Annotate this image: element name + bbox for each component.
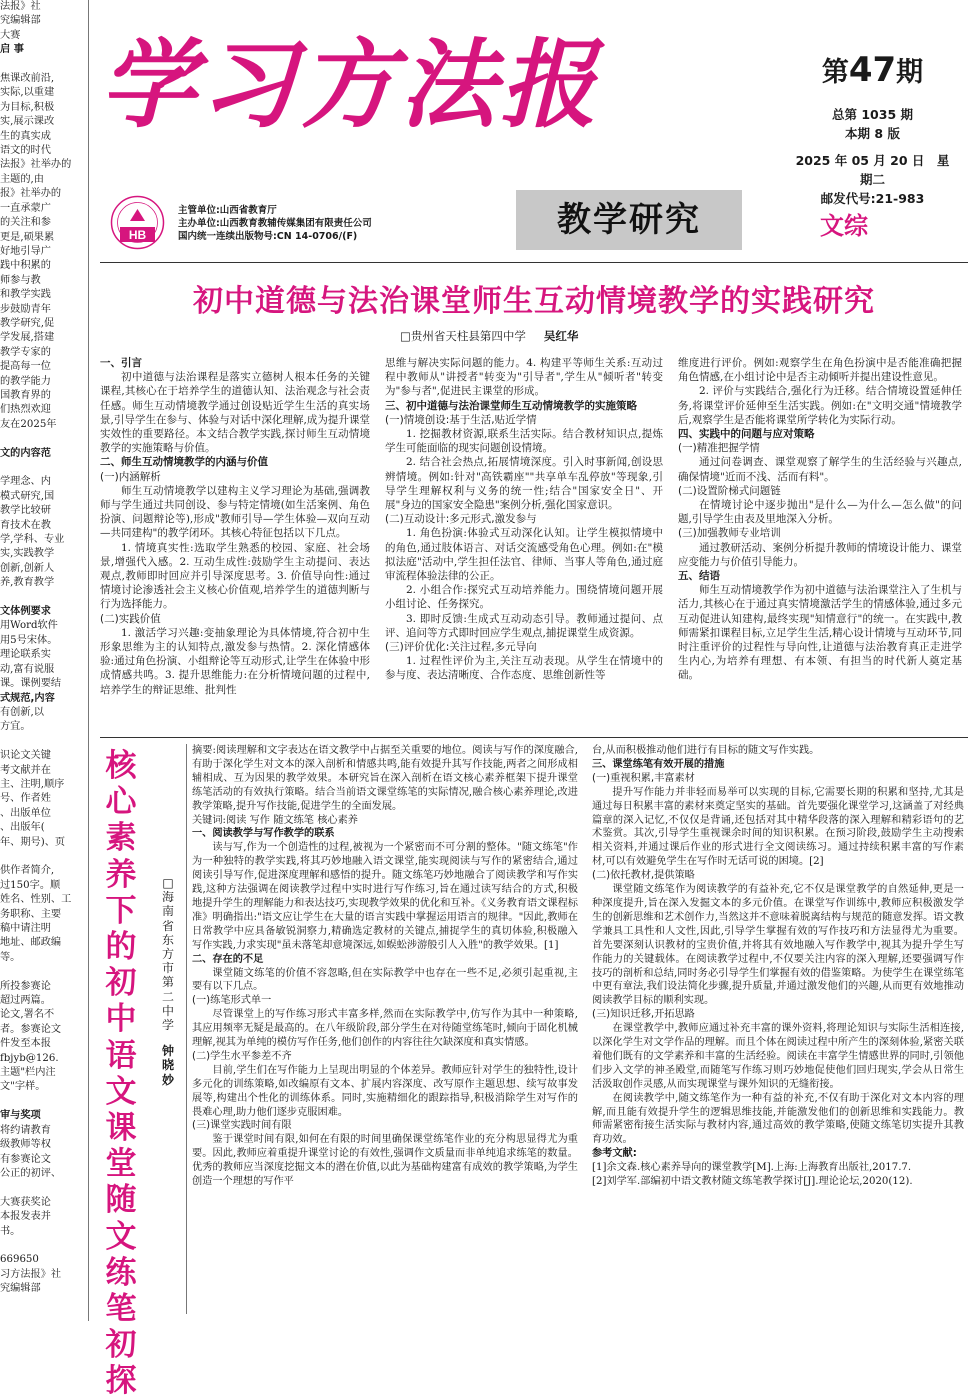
strip-line: 提高每一位 — [0, 361, 51, 373]
paragraph: 1. 过程性评价为主,关注互动表现。从学生在情境中的参与度、表达清晰度、合作态度、思维创新性等 — [385, 655, 663, 682]
paragraph: 2. 评价与实践结合,强化行为迁移。结合情境设置延伸任务,将课堂评价延伸至生活实践。例如:在"文明交通"情境教学后,观察学生是否能将课堂所学转化为实际行动。 — [678, 385, 962, 426]
middle-rule — [100, 737, 968, 738]
strip-line: 用Word软件 — [0, 620, 58, 632]
strip-line: 主题"栏内注 — [0, 1067, 56, 1079]
strip-line: 超过两篇。 — [0, 995, 51, 1007]
strip-line — [0, 591, 86, 605]
article2-title-vertical: 核 心 素 养 下 的 初 中 语 文 课 堂 随 文 练 笔 初 探 — [105, 748, 137, 1400]
paragraph: 1. 情境真实性:选取学生熟悉的校园、家庭、社会场景,增强代入感。2. 互动生成性:鼓励学生主动提问、表达观点,教师即时回应并引导深度思考。3. 价值导向性:通过情境讨论渗透社会主义核心价值观,培养学生的道德判断与行为选择能力。 — [100, 541, 370, 611]
strip-line: 669650 — [0, 1254, 39, 1266]
article1-author-unit: □贵州省天柱县第四中学 — [400, 329, 526, 343]
left-strip-divider — [88, 0, 89, 1321]
strip-line: 法报》社 — [0, 1, 41, 12]
strip-line: 、出版年( — [0, 822, 45, 834]
subsection-heading: (一)练笔形式单一 — [192, 995, 272, 1007]
article2-side-divider — [186, 744, 187, 1314]
strip-line: 养,教育教学 — [0, 577, 55, 589]
newspaper-title: 学习方法报 — [100, 28, 600, 141]
strip-line: 和教学实践 — [0, 289, 51, 301]
strip-line: fbjyb@126. — [0, 1052, 59, 1064]
strip-line: 一直承蒙广 — [0, 202, 51, 214]
strip-line: 论文,署名不 — [0, 1009, 55, 1021]
paragraph: 尽管课堂上的写作练习形式丰富多样,然而在实际教学中,仿写作为其中一种策略,其应用频率无疑是最高的。在八年级阶段,部分学生在对待随堂练笔时,倾向于固化机械理解,视其为单纯的模仿写作任务,他们创作的内容往往欠缺深度和真实情感。 — [192, 1009, 578, 1049]
subsection-heading: (一)情境创设:基于生活,贴近学情 — [385, 413, 537, 426]
issue-number-value: 47 — [848, 50, 897, 90]
strip-line: 等。 — [0, 951, 21, 963]
strip-line: 语文的时代 — [0, 145, 51, 157]
section-heading: 二、存在的不足 — [192, 953, 264, 965]
issue-info — [790, 52, 955, 208]
subsection-heading: (三)评价优化:关注过程,多元导向 — [385, 641, 537, 654]
paragraph: 1. 角色扮演:体验式互动深化认知。让学生模拟情境中的角色,通过肢体语言、对话交流感受角色心理。例如:在"模拟法庭"活动中,学生担任法官、律师、当事人等角色,通过庭审流程体验法律的公正。 — [385, 527, 663, 583]
paragraph: 师生互动情境教学作为初中道德与法治课堂注入了生机与活力,其核心在于通过真实情境激活学生的情感体验,通过多元互动促进认知建构,最终实现"知情意行"的统一。在实践中,教师需紧扣课程目标,立足学生生活,精心设计情境与互动环节,同时注重评价的过程性与导向性,让道德与法治教育真正走进学生内心,为培养有理想、有本领、有担当的时代新人奠定基础。 — [678, 584, 962, 682]
strip-line: 件发至本报 — [0, 1038, 51, 1050]
strip-line: 学,学科、专业 — [0, 534, 65, 546]
top-rule — [100, 262, 968, 263]
article2-author-name: 钟 晓 妙 — [161, 1044, 174, 1087]
article2-byline-vertical — [158, 876, 178, 1087]
strip-line: 创新,创新人 — [0, 562, 55, 574]
strip-line: 教学研究,促 — [0, 317, 55, 329]
article1-author-name: 吴红华 — [543, 329, 579, 343]
page-count: 本期 8 版 — [845, 126, 900, 141]
strip-line: 文体例要求 — [0, 606, 51, 618]
paragraph: 提升写作能力并非轻而易举可以实现的目标,它需要长期的积累和坚持,尤其是通过每日积累丰富的素材来奠定坚实的基础。首先要强化课堂学习,这涵盖了对经典篇章的深入记忆,不仅仅是背诵,还包括对其中精华段落的深入理解和精彩语句的艺术鉴赏。其次,引导学生重视课余时间的知识积累。在预习阶段,鼓励学生主动搜索相关资料,并通过课后作业的形式进行全文阅读练习。通过持续积累丰富的写作素材,可以有效避免学生在写作时无话可说的困境。[2] — [592, 786, 964, 868]
strip-line: 过150字。顺 — [0, 879, 61, 891]
paragraph: 课堂随文练笔的价值不容忽略,但在实际教学中也存在一些不足,必须引起重视,主要有以下几点。 — [192, 967, 578, 993]
strip-line: 模式研究,国 — [0, 490, 55, 502]
strip-line: 实际,以重建 — [0, 87, 55, 99]
strip-line: 法报》社举办的 — [0, 159, 72, 171]
strip-line — [0, 58, 86, 72]
strip-line — [0, 735, 86, 749]
organizer-line: 主办单位:山西教育教辅传媒集团有限责任公司 — [178, 218, 372, 229]
strip-line: 用5号宋体。 — [0, 634, 58, 646]
serial-number-line: 国内统一连续出版物号:CN 14-0706/(F) — [178, 231, 358, 242]
adjacent-article-strip — [0, 0, 86, 1321]
strip-line: 主题的,由 — [0, 173, 44, 185]
article2-author-unit: □ 海 南 省 东 方 市 第 二 中 学 — [161, 876, 174, 1033]
paragraph: 在情境讨论中逐步抛出"是什么—为什么—怎么做"的问题,引导学生由表及里地深入分析。 — [678, 499, 962, 526]
issue-date: 2025 年 05 月 20 日 星期二 — [795, 153, 950, 187]
strip-line: 主、注明,顺序 — [0, 778, 65, 790]
strip-line: 理论联系实 — [0, 649, 51, 661]
strip-line: 审与奖项 — [0, 1110, 41, 1122]
strip-line: 友在2025年 — [0, 418, 57, 430]
strip-line — [0, 1239, 86, 1253]
strip-line: 课。课例要结 — [0, 678, 62, 690]
strip-line: 务职称、主要 — [0, 908, 62, 920]
paragraph: 鉴于课堂时间有限,如何在有限的时间里确保课堂练笔作业的充分构思显得尤为重要。因此,教师应着重提升课堂讨论的有效性,强调作文质量而非单纯追求练笔的数量。优秀的教师应当深度挖掘文本的潜在价值,以此为基础构建富有成效的教学策略,为学生创造一个理想的写作平 — [192, 1134, 578, 1188]
strip-line — [0, 965, 86, 979]
strip-line: 年、期号)、页 — [0, 836, 66, 848]
section-heading: 三、课堂练笔有效开展的措施 — [592, 758, 725, 770]
strip-line: 的关注和参 — [0, 217, 51, 229]
paragraph: 在课堂教学中,教师应通过补充丰富的课外资料,将理论知识与实际生活相连接,以深化学生对文学作品的理解。而且个体在阅读过程中所产生的深刻体验,紧密关联着他们既有的文学素养和丰富的生活经验。阅读在丰富学生情感世界的同时,引领他们步入文学的神圣殿堂,而随笔写作练习则巧妙地促使他们回归现实,学会从日常生活汲取创作灵感,从而实现课堂与课外知识的无缝衔接。 — [592, 1023, 964, 1090]
strip-line: 有参赛论文 — [0, 1153, 51, 1165]
reference-item: [2]刘学军.部编初中语文教材随文练笔教学探讨[J].理论论坛,2020(12). — [592, 1176, 913, 1188]
paragraph: 1. 挖掘教材资源,联系生活实际。结合教材知识点,提炼学生可能面临的现实问题创设情境。 — [385, 428, 663, 455]
paragraph: 2. 小组合作:探究式互动培养能力。围绕情境问题开展小组讨论、任务探究。 — [385, 584, 663, 611]
paragraph: 初中道德与法治课程是落实立德树人根本任务的关键课程,其核心在于培养学生的道德认知、法治观念与社会责任感。师生互动情境教学通过创设贴近学生生活的真实场景,引导学生在参与、体验与对话中深化理解,成为提升课堂实效性的重要路径。本文结合教学实践,探讨师生互动情境教学的实施策略与价值。 — [100, 371, 370, 455]
strip-line: 育技术在教 — [0, 519, 51, 531]
subsection-heading: (三)加强教师专业培训 — [678, 527, 781, 540]
strip-line: 践中积累的 — [0, 260, 51, 272]
section-heading: 二、师生互动情境教学的内涵与价值 — [100, 456, 268, 469]
strip-line: 究编辑部 — [0, 15, 41, 27]
strip-line: 们热烈欢迎 — [0, 404, 51, 416]
strip-line: 师参与教 — [0, 274, 41, 286]
paragraph: 读与写,作为一个创造性的过程,被视为一个紧密而不可分割的整体。"随文练笔"作为一种独特的教学实践,将其巧妙地融入语文课堂,能实现阅读与写作的紧密结合,通过阅读引导写作,促进深度理解和感悟的提升。随文练笔巧妙地融合了阅读教学和写作实践,这种方法强调在阅读教学过程中实时进行写作练习,旨在通过读写结合的方式,积极地提升学生的理解能力和表达技巧,实现教学效果的优化和互补。《义务教育语文课程标准》明确指出:"语文应让学生在大量的语言实践中掌握运用语言的规律。"因此,教师在日常教学中应具备敏锐洞察力,精确选定教材的关键点,捕捉学生的真切体验,积极融入写作实践,力求实现"虽未落笔却意境深远,如蜈蚣涉游般引人入胜"的教学效果。[1] — [192, 842, 578, 951]
strip-line — [0, 850, 86, 864]
issue-suffix: 期 — [896, 57, 924, 88]
paragraph: 通过教研活动、案例分析提升教师的情境设计能力、课堂应变能力与价值引导能力。 — [678, 541, 962, 568]
subsection-heading: (二)学生水平参差不齐 — [192, 1050, 292, 1062]
paragraph: 目前,学生们在写作能力上呈现出明显的个体差异。教师应针对学生的独特性,设计多元化的训练策略,如改编原有文本、扩展内容深度、改写原作主题思想、续写故事发展等,构建出个性化的训练体系。同时,实施精细化的跟踪指导,积极消除学生对写作的畏难心理,助力他们逐步克服困难。 — [192, 1064, 578, 1118]
paragraph: 摘要:阅读理解和文字表达在语文教学中占据至关重要的地位。阅读与写作的深度融合,有助于深化学生对文本的深入剖析和情感共鸣,能有效提升其写作技能,两者之间形成相辅相成、互为因果的教学效果。本研究旨在深入剖析在语文核心素养框架下提升课堂练笔活动的有效执行策略。结合当前语文课堂练笔的实际情况,融合核心素养理论,改进教学策略,提升写作技能,促进学生的全面发展。 — [192, 745, 578, 812]
strip-line: 供作者简介, — [0, 865, 55, 877]
article1-column-3 — [678, 356, 962, 732]
paragraph: 维度进行评价。例如:观察学生在角色扮演中是否能准确把握角色情感,在小组讨论中是否主动倾听并提出建设性意见。 — [678, 357, 962, 384]
strip-line: 教学比较研 — [0, 505, 51, 517]
strip-line: 者。参赛论文 — [0, 1023, 62, 1035]
strip-line: 地址、邮政编 — [0, 937, 62, 949]
strip-line: 报》社举办的 — [0, 188, 62, 200]
subsection-heading: (二)互动设计:多元形式,激发参与 — [385, 513, 537, 526]
strip-line: 实,展示课改 — [0, 116, 55, 128]
strip-line: 姓名、性别、工 — [0, 894, 72, 906]
strip-line: 学发展,搭建 — [0, 332, 55, 344]
paragraph: 关键词:阅读 写作 随文练笔 核心素养 — [192, 814, 358, 826]
section-heading: 五、结语 — [678, 570, 720, 583]
strip-line: 大赛 — [0, 29, 21, 41]
strip-line: 生的真实成 — [0, 130, 51, 142]
strip-line: 文"字样。 — [0, 1081, 46, 1093]
section-tag: 文综 — [820, 212, 868, 240]
strip-line: 本报发表并 — [0, 1211, 51, 1223]
paragraph: 1. 激活学习兴趣:变抽象理论为具体情境,符合初中生形象思维为主的认知特点,激发参与热情。2. 深化情感体验:通过角色扮演、小组辩论等互动形式,让学生在体验中形成情感共鸣。3. 提升思维能力:在分析情境问题的过程中,培养学生的辩证思维、批判性 — [100, 626, 370, 696]
section-heading: 一、阅读教学与写作教学的联系 — [192, 828, 335, 840]
strip-line: 稿中请注明 — [0, 923, 51, 934]
strip-line: 习方法报》社 — [0, 1268, 62, 1280]
section-heading: 三、初中道德与法治课堂师生互动情境教学的实施策略 — [385, 399, 637, 412]
paragraph: 师生互动情境教学以建构主义学习理论为基础,强调教师与学生通过共同创设、参与特定情境(如生活案例、角色扮演、问题辩论等),形成"教师引导—学生体验—双向互动—共同建构"的教学闭环。其核心特征包括以下几点。 — [100, 484, 370, 540]
strip-line: 为目标,积极 — [0, 101, 55, 113]
article2-column-2 — [592, 744, 964, 1316]
strip-line: 好地引导广 — [0, 245, 51, 257]
strip-line: 公正的初评、 — [0, 1167, 62, 1179]
issue-prefix: 第 — [821, 57, 849, 88]
strip-line: 动,富有说服 — [0, 663, 55, 675]
article1-title: 初中道德与法治课堂师生互动情境教学的实践研究 — [193, 284, 875, 319]
strip-line — [0, 1181, 86, 1195]
section-heading: 参考文献: — [592, 1148, 637, 1160]
paragraph: 课堂随文练笔作为阅读教学的有益补充,它不仅是课堂教学的自然延伸,更是一种深度提升,旨在深入发掘文本的多元价值。在课堂写作训练中,教师应积极激发学生的创新思维和艺术创作力,当然这并不意味着脱离结构与规范的随意发挥。语文教学兼具工具性和人文性,因此,引导学生掌握有效的写作技巧和方法显得尤为重要。首先要深刻认识教材的宝贵价值,并将其有效地融入写作教学中,视其为提升学生写作能力的关键载体。在阅读教学过程中,不仅要关注内容的深入理解,还要强调写作技巧的剖析和总结,同时务必引导学生们掌握有效的借鉴策略。为使学生在课堂练笔中更有章法,我们设法简化步骤,提升质量,并通过激发他们的兴趣,从而更有效地推动阅读教学目标的顺利实现。 — [592, 884, 964, 1007]
article1-column-2 — [385, 356, 663, 732]
section-heading: 四、实践中的问题与应对策略 — [678, 428, 815, 441]
paragraph: 通过问卷调查、课堂观察了解学生的生活经验与兴趣点,确保情境"近而不浅、活而有料"。 — [678, 456, 962, 483]
paragraph: 3. 即时反馈:生成式互动动态引导。教师通过提问、点评、追问等方式即时回应学生观点,捕捉课堂生成资源。 — [385, 612, 663, 639]
postal-code: 邮发代号:21-983 — [820, 191, 925, 206]
article1-byline — [400, 328, 578, 344]
strip-line: 教学专家的 — [0, 346, 51, 358]
supervisor-line: 主管单位:山西省教育厅 — [178, 205, 277, 216]
strip-line: 考文献并在 — [0, 764, 51, 776]
subsection-heading: (二)依托教材,提供策略 — [592, 870, 695, 882]
total-issue: 总第 1035 期 — [832, 107, 913, 122]
strip-line: 学理念、内 — [0, 476, 51, 488]
strip-line: 实,实践教学 — [0, 548, 55, 560]
strip-line: 方宜。 — [0, 721, 31, 733]
subsection-heading: (三)课堂实践时间有限 — [192, 1120, 292, 1132]
strip-line: 大赛获奖论 — [0, 1196, 51, 1208]
strip-line: 式规范,内容 — [0, 692, 55, 704]
strip-line — [0, 432, 86, 446]
paragraph: 2. 结合社会热点,拓展情境深度。引入时事新闻,创设思辨情境。例如:针对"高铁霸座""共享单车乱停放"等现象,引导学生理解权利与义务的统一性;结合"国家安全日"、开展"身边的国家安全隐患"案例分析,强化国家意识。 — [385, 456, 663, 512]
article1-column-1 — [100, 356, 370, 732]
strip-line: 更是,硕果累 — [0, 231, 55, 243]
strip-line: 文的内容范 — [0, 447, 51, 459]
strip-line: 号、作者姓 — [0, 793, 51, 805]
subsection-heading: (二)实践价值 — [100, 612, 161, 625]
subsection-heading: (一)内涵解析 — [100, 470, 161, 483]
strip-line: 有创新,以 — [0, 706, 44, 718]
paragraph: 台,从而积极推动他们进行有目标的随文写作实践。 — [592, 745, 820, 756]
subsection-heading: (二)设置阶梯式问题链 — [678, 484, 781, 497]
strip-line: 级教师等权 — [0, 1139, 51, 1151]
paragraph: 思维与解决实际问题的能力。4. 构建平等师生关系:互动过程中教师从"讲授者"转变为"引导者",学生从"倾听者"转变为"参与者",促进民主课堂的形成。 — [385, 357, 663, 398]
article2-column-1 — [192, 744, 578, 1316]
section-title: 教学研究 — [516, 190, 742, 250]
strip-line: 国教育界的 — [0, 389, 51, 401]
subsection-heading: (一)精准把握学情 — [678, 442, 760, 455]
subsection-heading: (三)知识迁移,开拓思路 — [592, 1009, 695, 1021]
strip-line: 焦课改前沿, — [0, 73, 55, 85]
logo-text: HB — [128, 228, 147, 242]
strip-line — [0, 1095, 86, 1109]
newspaper-logo-icon — [110, 195, 165, 250]
strip-line: 究编辑部 — [0, 1283, 41, 1295]
strip-line: 的教学能力 — [0, 375, 51, 387]
strip-line: 所投参赛论 — [0, 980, 51, 992]
issue-number — [790, 52, 955, 91]
strip-line — [0, 461, 86, 475]
strip-line: 书。 — [0, 1225, 21, 1237]
strip-line: 、出版单位 — [0, 807, 51, 819]
strip-line: 将约请教育 — [0, 1124, 51, 1136]
reference-item: [1]余文森.核心素养导向的课堂教学[M].上海:上海教育出版社,2017.7. — [592, 1162, 912, 1174]
strip-line: 识论文关键 — [0, 750, 51, 762]
paragraph: 在阅读教学中,随文练笔作为一种有益的补充,不仅有助于深化对文本内容的理解,而且能有效提升学生的逻辑思维技能,并能激发他们的创新思维和实践能力。教师需紧密衔接生活实际与教材内容,通过高效的教学策略,使随文练笔切实提升其教育功效。 — [592, 1092, 964, 1146]
subsection-heading: (一)重视积累,丰富素材 — [592, 772, 695, 784]
publisher-info — [178, 204, 372, 243]
strip-line: 步鼓励青年 — [0, 303, 51, 315]
section-heading: 一、引言 — [100, 357, 142, 369]
strip-line: 启 事 — [0, 44, 24, 56]
